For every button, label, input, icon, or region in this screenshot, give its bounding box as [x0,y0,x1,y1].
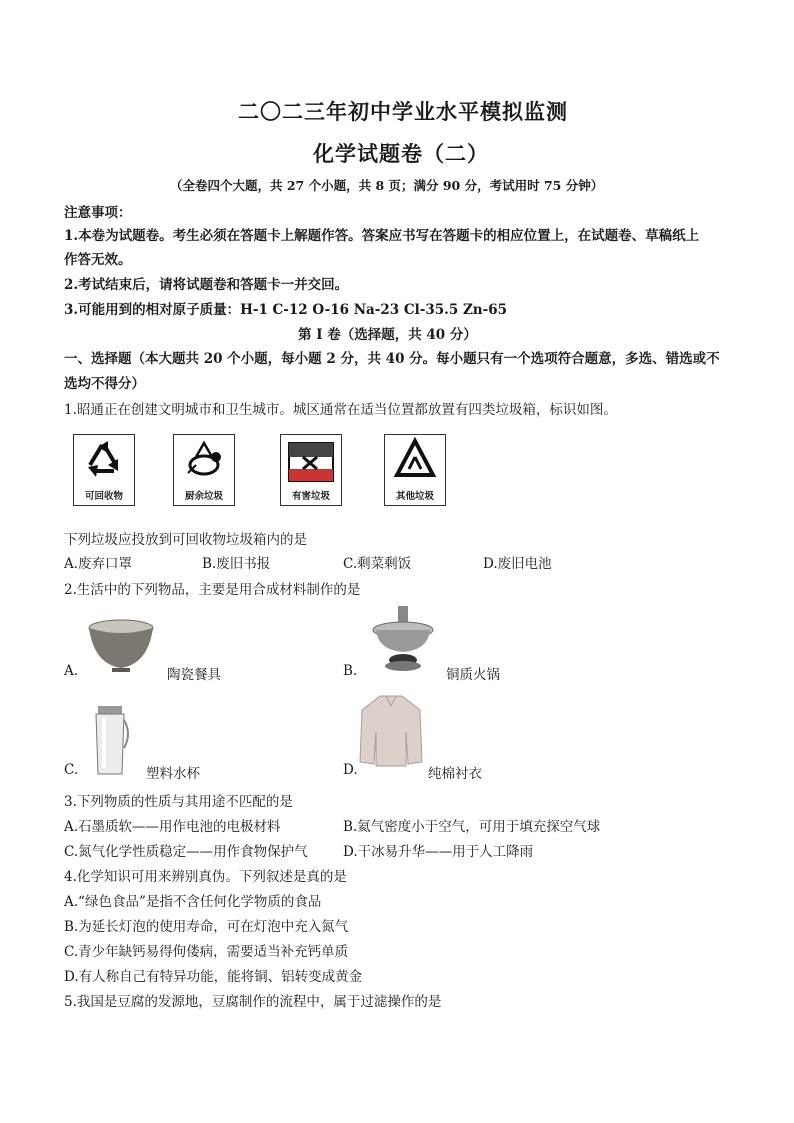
bin-label: 厨余垃圾 [184,491,223,502]
q2-option-a-letter: A. [64,663,79,679]
q2-option-b-letter: B. [343,663,358,679]
q2-option-c-letter: C. [64,762,79,778]
q4-option-a: A.“绿色食品”是指不含任何化学物质的食品 [64,894,322,910]
q4-option-b: B.为延长灯泡的使用寿命，可在灯泡中充入氮气 [64,919,349,935]
q3-option-d: D.干冰易升华——用于人工降雨 [343,844,534,860]
bin-kitchen [173,434,235,506]
q2-option-c-label: 塑料水杯 [146,766,200,782]
bin-recyclable [73,434,135,506]
hazard-icon [281,435,341,487]
notice-item-3: 3.可能用到的相对原子质量：H-1 C-12 O-16 Na-23 Cl-35.5 Zn-65 [64,302,508,318]
section-intro: 一、选择题（本大题共 20 个小题，每小题 2 分，共 40 分。每小题只有一个选项符合题意，多选、错选或不 [64,351,720,367]
bin-label: 可回收物 [84,491,123,502]
section-title: 第 I 卷（选择题，共 40 分） [298,327,477,343]
notice-item-1-cont: 作答无效。 [64,252,132,268]
exam-title: 二〇二三年初中学业水平模拟监测 [238,100,568,124]
notice-item-1: 1.本卷为试题卷。考生必须在答题卡上解题作答。答案应书写在答题卡的相应位置上，在试题卷、草稿纸上 [64,228,700,244]
q2-option-d-label: 纯棉衬衣 [428,766,482,782]
q2-option-d-letter: D. [343,762,358,778]
cotton-shirt-image [358,692,424,768]
q3-stem: 3.下列物质的性质与其用途不匹配的是 [64,794,293,810]
q4-stem: 4.化学知识可用来辨别真伪。下列叙述是真的是 [64,869,347,885]
q2-stem: 2.生活中的下列物品，主要是用合成材料制作的是 [64,582,361,598]
recycle-icon [74,435,134,487]
q2-option-a-label: 陶瓷餐具 [167,667,221,683]
exam-meta: （全卷四个大题，共 27 个小题，共 8 页；满分 90 分，考试用时 75 分钟） [170,178,604,193]
q1-option-a: A.废弃口罩 [64,556,133,572]
q1-prompt: 下列垃圾应投放到可回收物垃圾箱内的是 [64,532,307,548]
q5-stem: 5.我国是豆腐的发源地，豆腐制作的流程中，属于过滤操作的是 [64,994,442,1010]
bin-other [384,434,446,506]
notice-item-2: 2.考试结束后，请将试题卷和答题卡一并交回。 [64,277,349,293]
q2-option-b-label: 铜质火锅 [446,667,500,683]
q3-option-c: C.氮气化学性质稳定——用作食物保护气 [64,844,308,860]
bin-label: 其他垃圾 [395,491,434,502]
q3-option-a: A.石墨质软——用作电池的电极材料 [64,819,281,835]
q4-option-c: C.青少年缺钙易得佝偻病，需要适当补充钙单质 [64,944,349,960]
food-waste-icon [174,435,234,487]
q1-option-d: D.废旧电池 [483,556,552,572]
bin-label: 有害垃圾 [291,491,330,502]
bin-hazardous [280,434,342,506]
other-waste-icon [385,435,445,487]
q1-option-c: C.剩菜剩饭 [343,556,412,572]
section-intro-cont: 选均不得分） [64,376,145,392]
q1-stem: 1.昭通正在创建文明城市和卫生城市。城区通常在适当位置都放置有四类垃圾箱，标识如图。 [64,402,617,418]
plastic-cup-image [92,704,132,776]
notice-heading: 注意事项： [64,205,132,221]
q1-option-b: B.废旧书报 [202,556,271,572]
copper-hotpot-image [368,604,438,674]
q3-option-b: B.氦气密度小于空气，可用于填充探空气球 [343,819,601,835]
q4-option-d: D.有人称自己有特异功能，能将铜、铝转变成黄金 [64,969,363,985]
paper-subtitle: 化学试题卷（二） [313,142,489,166]
ceramic-bowl-image [86,616,156,676]
